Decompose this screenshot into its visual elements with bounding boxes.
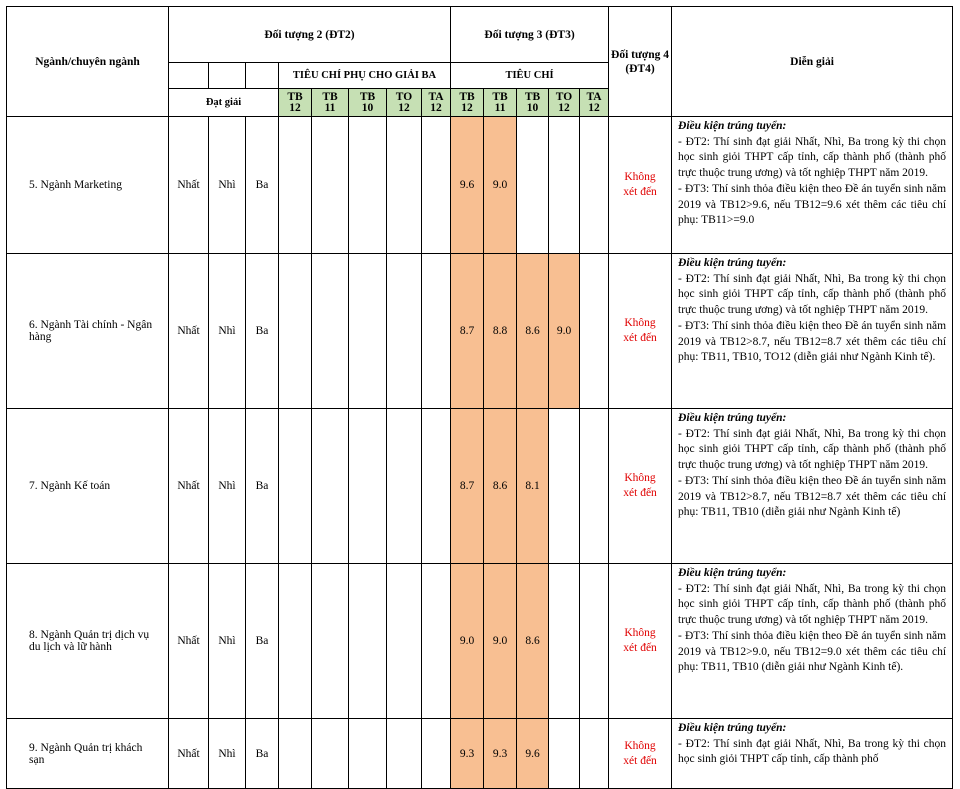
award-level: Ba [246,409,279,564]
table-body [7,117,953,789]
dt2-criteria-cell [387,719,422,789]
dt3-criteria-value: 9.0 [484,117,517,254]
dt2-criteria-cell [349,409,387,564]
subcol-dt2-to12: TO 12 [387,89,422,117]
header-sub-criteria: TIÊU CHÍ PHỤ CHO GIẢI BA [279,63,451,89]
dt3-criteria-value: 9.0 [549,254,580,409]
award-level: Nhất [169,719,209,789]
award-level: Nhì [209,254,246,409]
dt2-criteria-cell [422,117,451,254]
dt4-status: Không xét đến [609,719,672,789]
dt4-status: Không xét đến [609,254,672,409]
dt2-criteria-cell [422,254,451,409]
award-level: Ba [246,117,279,254]
table-row [7,117,953,254]
dt3-criteria-value: 9.6 [451,117,484,254]
dt2-criteria-cell [387,564,422,719]
award-level: Nhì [209,409,246,564]
dt3-criteria-value: 8.6 [517,564,549,719]
dt2-criteria-cell [279,564,312,719]
award-level: Nhì [209,719,246,789]
header-dt3: Đối tượng 3 (ĐT3) [451,7,609,63]
dt3-criteria-value: 8.6 [484,409,517,564]
subcol-dt3-tb12: TB 12 [451,89,484,117]
dt2-criteria-cell [387,254,422,409]
explanation-line: - ĐT2: Thí sinh đạt giải Nhất, Nhì, Ba trong kỳ thi chọn học sinh giỏi THPT cấp tỉnh, cấp thành phố (thành phố trực thuộc trung ương) và tốt nghiệp THPT năm 2019. [678,272,947,317]
explanation-line: - ĐT3: Thí sinh thỏa điều kiện theo Đề án tuyển sinh năm 2019 và TB12>9.0, nếu TB12=9.0 xét thêm các tiêu chí phụ: TB11, TB10 (diễn giải như Ngành Kinh tế). [678,629,947,674]
dt4-status: Không xét đến [609,564,672,719]
dt2-criteria-cell [279,409,312,564]
dt3-criteria-value: 9.0 [484,564,517,719]
explanation-cell [672,117,953,254]
dt3-criteria-value [549,409,580,564]
dt2-criteria-cell [312,409,349,564]
dt2-criteria-cell [422,564,451,719]
award-level: Nhất [169,254,209,409]
subcol-dt3-tb10: TB 10 [517,89,549,117]
dt2-criteria-cell [349,254,387,409]
dt4-status: Không xét đến [609,117,672,254]
dt3-criteria-value: 9.3 [484,719,517,789]
dt2-criteria-cell [312,719,349,789]
explanation-title: Điều kiện trúng tuyển: [678,412,787,424]
table-row [7,564,953,719]
dt3-criteria-value: 8.8 [484,254,517,409]
dt2-criteria-cell [279,719,312,789]
dt2-criteria-cell [349,564,387,719]
subcol-dt2-ta12: TA 12 [422,89,451,117]
explanation-line: - ĐT2: Thí sinh đạt giải Nhất, Nhì, Ba trong kỳ thi chọn học sinh giỏi THPT cấp tỉnh, cấp thành phố (thành phố trực thuộc trung ương) và tốt nghiệp THPT năm 2019. [678,582,947,627]
table-row [7,409,953,564]
award-level: Ba [246,254,279,409]
dt3-criteria-value: 8.1 [517,409,549,564]
explanation-cell [672,409,953,564]
dt2-criteria-cell [387,117,422,254]
explanation-cell [672,564,953,719]
award-level: Nhất [169,117,209,254]
dt3-criteria-value: 9.6 [517,719,549,789]
award-level: Nhất [169,409,209,564]
dt3-criteria-value [580,254,609,409]
table-row [7,719,953,789]
dt3-criteria-value: 8.7 [451,254,484,409]
subcol-dt3-to12: TO 12 [549,89,580,117]
header-explain: Diễn giải [672,7,953,117]
header-major: Ngành/chuyên ngành [7,7,169,117]
explanation-line: - ĐT2: Thí sinh đạt giải Nhất, Nhì, Ba trong kỳ thi chọn học sinh giỏi THPT cấp tỉnh, cấp thành phố [678,737,947,766]
header-criteria: TIÊU CHÍ [451,63,609,89]
dt3-criteria-value: 8.6 [517,254,549,409]
dt2-criteria-cell [422,719,451,789]
award-level: Ba [246,719,279,789]
explanation-line: - ĐT3: Thí sinh thỏa điều kiện theo Đề án tuyển sinh năm 2019 và TB12>9.6, nếu TB12=9.6 xét thêm các tiêu chí phụ: TB11>=9.0 [678,182,947,227]
header-dt4: Đối tượng 4 (ĐT4) [609,7,672,117]
admission-criteria-table [6,6,953,789]
dt3-criteria-value [549,117,580,254]
blank-cell [246,63,279,89]
award-level: Nhất [169,564,209,719]
dt2-criteria-cell [279,254,312,409]
subcol-dt3-ta12: TA 12 [580,89,609,117]
major-name: 8. Ngành Quản trị dịch vụ du lịch và lữ hành [7,564,169,719]
dt3-criteria-value [580,409,609,564]
dt3-criteria-value [580,564,609,719]
dt2-criteria-cell [387,409,422,564]
major-name: 7. Ngành Kế toán [7,409,169,564]
header-dt2: Đối tượng 2 (ĐT2) [169,7,451,63]
dt3-criteria-value: 8.7 [451,409,484,564]
dt3-criteria-value: 9.3 [451,719,484,789]
explanation-title: Điều kiện trúng tuyển: [678,567,787,579]
subcol-dt3-tb11: TB 11 [484,89,517,117]
dt2-criteria-cell [349,117,387,254]
explanation-cell [672,254,953,409]
award-level: Nhì [209,117,246,254]
explanation-line: - ĐT2: Thí sinh đạt giải Nhất, Nhì, Ba trong kỳ thi chọn học sinh giỏi THPT cấp tỉnh, cấp thành phố (thành phố trực thuộc trung ương) và tốt nghiệp THPT năm 2019. [678,427,947,472]
header-award: Đạt giải [169,89,279,117]
dt3-criteria-value [580,117,609,254]
dt3-criteria-value: 9.0 [451,564,484,719]
dt2-criteria-cell [312,254,349,409]
table-row [7,254,953,409]
explanation-cell [672,719,953,789]
award-level: Ba [246,564,279,719]
explanation-line: - ĐT2: Thí sinh đạt giải Nhất, Nhì, Ba trong kỳ thi chọn học sinh giỏi THPT cấp tỉnh, cấp thành phố (thành phố trực thuộc trung ương) và tốt nghiệp THPT năm 2019. [678,135,947,180]
explanation-line: - ĐT3: Thí sinh thỏa điều kiện theo Đề án tuyển sinh năm 2019 và TB12>8.7, nếu TB12=8.7 xét thêm các tiêu chí phụ: TB11, TB10 (diễn giải như Ngành Kinh tế) [678,474,947,519]
award-level: Nhì [209,564,246,719]
dt4-status: Không xét đến [609,409,672,564]
dt3-criteria-value [580,719,609,789]
dt3-criteria-value [549,564,580,719]
blank-cell [209,63,246,89]
subcol-dt2-tb10: TB 10 [349,89,387,117]
dt2-criteria-cell [422,409,451,564]
major-name: 9. Ngành Quản trị khách sạn [7,719,169,789]
dt2-criteria-cell [312,564,349,719]
dt2-criteria-cell [349,719,387,789]
explanation-title: Điều kiện trúng tuyển: [678,722,787,734]
subcol-dt2-tb11: TB 11 [312,89,349,117]
dt2-criteria-cell [312,117,349,254]
major-name: 6. Ngành Tài chính - Ngân hàng [7,254,169,409]
explanation-line: - ĐT3: Thí sinh thỏa điều kiện theo Đề án tuyển sinh năm 2019 và TB12>8.7, nếu TB12=8.7 xét thêm các tiêu chí phụ: TB11, TB10, TO12 (diễn giải như Ngành Kinh tế). [678,319,947,364]
dt2-criteria-cell [279,117,312,254]
subcol-dt2-tb12: TB 12 [279,89,312,117]
major-name: 5. Ngành Marketing [7,117,169,254]
explanation-title: Điều kiện trúng tuyển: [678,257,787,269]
dt3-criteria-value [549,719,580,789]
explanation-title: Điều kiện trúng tuyển: [678,120,787,132]
dt3-criteria-value [517,117,549,254]
blank-cell [169,63,209,89]
